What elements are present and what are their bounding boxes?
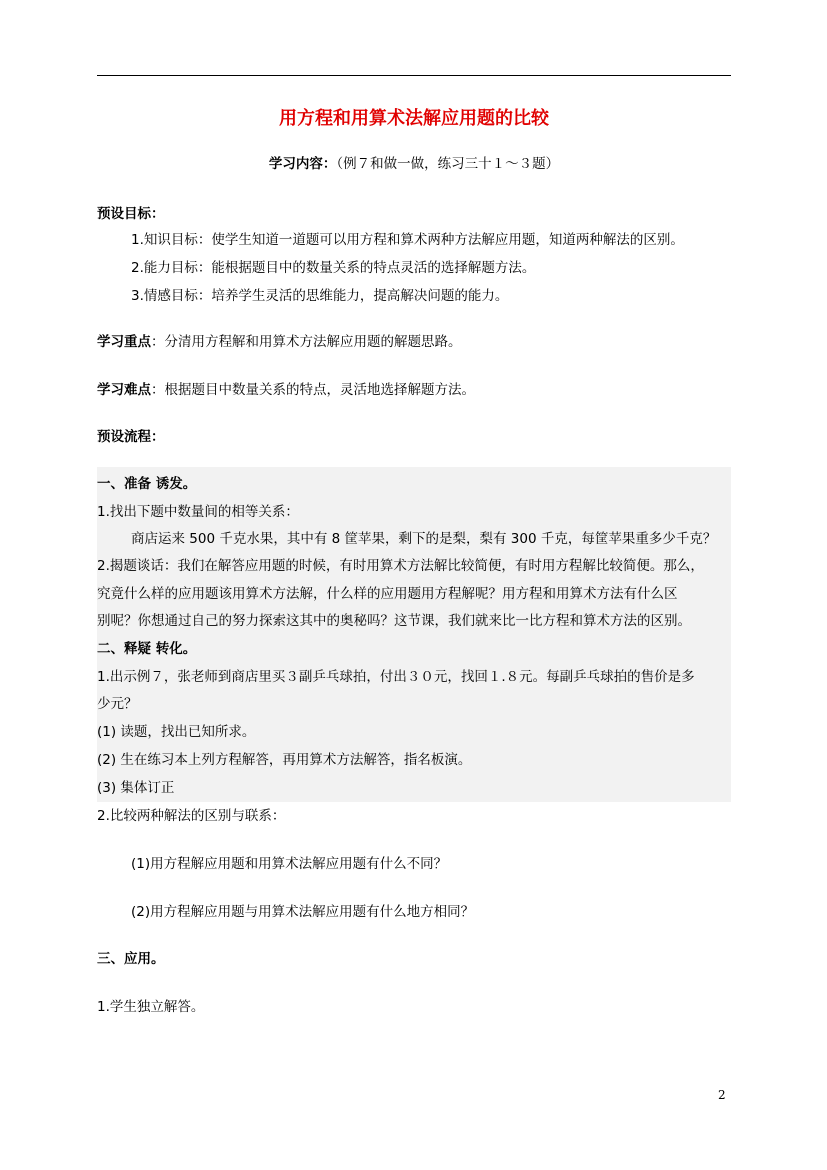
goal-item: 3.情感目标：培养学生灵活的思维能力，提高解决问题的能力。 (131, 288, 509, 304)
section2-line: (3) 集体订正 (97, 780, 175, 796)
key-point-text: ：分清用方程解和用算术方法解应用题的解题思路。 (151, 334, 462, 350)
section1-line: 别呢？你想通过自己的努力探索这其中的奥秘吗？这节课，我们就来比一比方程和算术方法的区别。 (97, 613, 691, 629)
section2-line: (2) 生在练习本上列方程解答，再用算术方法解答，指名板演。 (97, 752, 472, 768)
section2-line: (2)用方程解应用题与用算术法解应用题有什么地方相同？ (131, 904, 475, 920)
key-point (97, 333, 737, 351)
section3-heading: 三、应用。 (97, 951, 165, 967)
section2-line: 1.出示例７，张老师到商店里买３副乒乓球拍，付出３０元，找回１.８元。每副乒乓球拍的售价是多 (97, 669, 695, 685)
key-point-label: 学习重点 (97, 334, 151, 350)
section2-line: (1) 读题，找出已知所求。 (97, 724, 256, 740)
difficulty (97, 381, 737, 399)
difficulty-text: ：根据题目中数量关系的特点，灵活地选择解题方法。 (151, 382, 475, 398)
section3-line: 1.学生独立解答。 (97, 999, 205, 1015)
study-content-label: 学习内容： (268, 156, 337, 172)
study-content (97, 155, 731, 173)
goal-item: 1.知识目标：使学生知道一道题可以用方程和算术两种方法解应用题，知道两种解法的区别。 (131, 232, 684, 248)
section2-line: 2.比较两种解法的区别与联系： (97, 808, 286, 824)
goals-heading: 预设目标： (97, 206, 165, 222)
section1-line: 2.揭题谈话：我们在解答应用题的时候，有时用算术方法解比较简便，有时用方程解比较简便。那么， (97, 558, 704, 574)
section2-line: 少元？ (97, 696, 138, 712)
section1-line: 商店运来 500 千克水果，其中有 8 筐苹果，剩下的是梨，梨有 300 千克，每筐苹果重多少千克？ (131, 531, 717, 547)
section2-heading: 二、释疑 转化。 (97, 641, 197, 657)
section2-line: (1)用方程解应用题和用算术法解应用题有什么不同？ (131, 856, 448, 872)
study-content-text: （例７和做一做，练习三十１～３题） (336, 156, 560, 172)
header-rule (97, 75, 731, 76)
goal-item: 2.能力目标：能根据题目中的数量关系的特点灵活的选择解题方法。 (131, 260, 536, 276)
page-title: 用方程和用算术法解应用题的比较 (279, 108, 549, 129)
section1-line: 1.找出下题中数量间的相等关系： (97, 504, 299, 520)
page-number: 2 (718, 1088, 726, 1102)
process-heading: 预设流程： (97, 429, 165, 445)
difficulty-label: 学习难点 (97, 382, 151, 398)
section1-heading: 一、准备 诱发。 (97, 476, 197, 492)
section1-line: 究竟什么样的应用题该用算术方法解，什么样的应用题用方程解呢？用方程和用算术方法有什么区 (97, 586, 678, 602)
